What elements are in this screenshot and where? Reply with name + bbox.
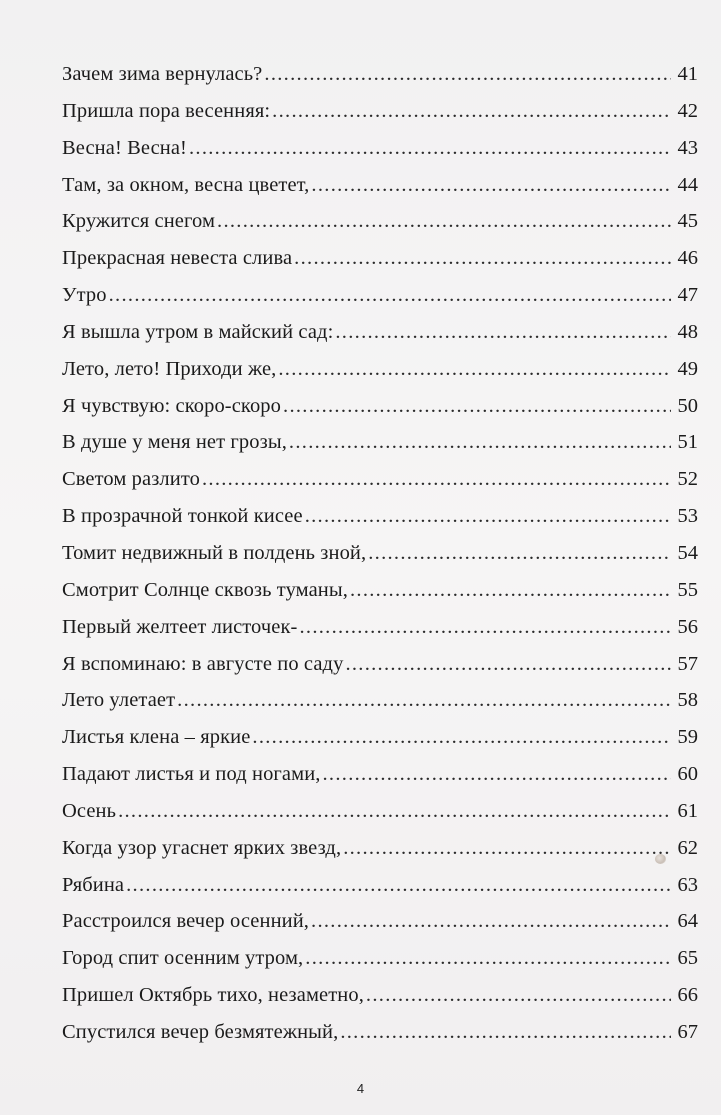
toc-entry-page: 64 [677, 910, 698, 933]
toc-entry-title: Пришел Октябрь тихо, незаметно, [62, 984, 364, 1007]
toc-entry [62, 314, 698, 351]
toc-entry-title: Смотрит Солнце сквозь туманы, [62, 578, 348, 601]
toc-entry [62, 351, 698, 388]
toc-entry-title: Утро [62, 284, 107, 307]
toc-entry-page: 49 [677, 357, 698, 380]
toc-entry-page: 58 [677, 689, 698, 712]
toc-dot-leader [345, 646, 671, 683]
toc-entry-page: 57 [677, 652, 698, 675]
toc-entry [62, 940, 698, 977]
toc-entry [62, 424, 698, 461]
toc-dot-leader [323, 756, 672, 793]
toc-entry [62, 609, 698, 646]
toc-entry [62, 130, 698, 167]
table-of-contents [62, 56, 698, 1051]
toc-entry-page: 60 [677, 763, 698, 786]
toc-entry-title: Я вспоминаю: в августе по саду [62, 652, 344, 675]
toc-entry-title: Зачем зима вернулась? [62, 63, 263, 85]
toc-entry-page: 51 [677, 431, 698, 454]
toc-entry-page: 66 [677, 984, 698, 1007]
toc-entry-title: Прекрасная невеста слива [62, 247, 293, 270]
toc-entry [62, 903, 698, 940]
toc-entry-page: 47 [677, 284, 698, 307]
paper-smudge [655, 854, 666, 864]
toc-entry-page: 44 [677, 173, 698, 196]
toc-entry-page: 59 [677, 726, 698, 749]
toc-entry-title: В душе у меня нет грозы, [62, 431, 287, 454]
toc-entry-page: 65 [677, 947, 698, 970]
toc-dot-leader [305, 940, 671, 977]
toc-entry-title: Весна! Весна! [62, 136, 187, 159]
toc-dot-leader [343, 830, 671, 867]
toc-dot-leader [283, 388, 671, 425]
toc-entry [62, 867, 698, 904]
toc-entry [62, 756, 698, 793]
toc-dot-leader [264, 56, 671, 93]
toc-dot-leader [272, 93, 671, 130]
toc-entry [62, 572, 698, 609]
toc-entry-title: Город спит осенним утром, [62, 947, 304, 970]
toc-entry-title: В прозрачной тонкой кисее [62, 505, 303, 528]
page-number: 4 [356, 1081, 365, 1096]
toc-entry [62, 977, 698, 1014]
toc-dot-leader [202, 461, 671, 498]
toc-dot-leader [217, 203, 671, 240]
toc-entry-title: Падают листья и под ногами, [62, 763, 321, 786]
toc-dot-leader [278, 351, 671, 388]
toc-entry-page: 42 [677, 99, 698, 122]
toc-entry [62, 461, 698, 498]
toc-dot-leader [109, 277, 671, 314]
toc-dot-leader [252, 719, 671, 756]
toc-dot-leader [299, 609, 671, 646]
toc-dot-leader [311, 167, 671, 204]
toc-entry-title: Кружится снегом [62, 210, 216, 233]
toc-dot-leader [189, 130, 671, 167]
toc-entry-page: 62 [677, 836, 698, 859]
toc-dot-leader [118, 793, 671, 830]
toc-entry-page: 61 [677, 799, 698, 822]
toc-entry [62, 167, 698, 204]
toc-entry [62, 56, 698, 93]
toc-entry-title: Пришла пора весенняя: [62, 99, 271, 122]
toc-entry [62, 1014, 698, 1051]
toc-dot-leader [126, 867, 671, 904]
toc-dot-leader [335, 314, 671, 351]
toc-dot-leader [340, 1014, 671, 1051]
toc-dot-leader [368, 535, 671, 572]
toc-entry-page: 50 [677, 394, 698, 417]
toc-entry-title: Первый желтеет листочек- [62, 615, 298, 638]
toc-entry-title: Лето, лето! Приходи же, [62, 357, 277, 380]
toc-dot-leader [311, 903, 671, 940]
toc-entry [62, 793, 698, 830]
toc-entry [62, 535, 698, 572]
toc-entry-title: Спустился вечер безмятежный, [62, 1020, 339, 1043]
toc-entry-title: Там, за окном, весна цветет, [62, 173, 310, 196]
toc-entry-page: 48 [677, 320, 698, 343]
toc-entry [62, 682, 698, 719]
toc-entry-title: Лето улетает [62, 689, 176, 712]
toc-entry-page: 55 [677, 578, 698, 601]
toc-entry-page: 45 [677, 210, 698, 233]
toc-entry-title: Я вышла утром в майский сад: [62, 320, 334, 343]
toc-entry-title: Осень [62, 799, 117, 822]
toc-entry-title: Рябина [62, 873, 125, 896]
toc-dot-leader [294, 240, 671, 277]
toc-entry [62, 388, 698, 425]
toc-entry-title: Томит недвижный в полдень зной, [62, 541, 367, 564]
toc-entry-page: 43 [677, 136, 698, 159]
toc-entry-page: 63 [677, 873, 698, 896]
toc-entry-title: Когда узор угаснет ярких звезд, [62, 836, 342, 859]
toc-dot-leader [289, 424, 671, 461]
toc-entry [62, 498, 698, 535]
toc-entry-page: 67 [677, 1020, 698, 1043]
toc-entry [62, 203, 698, 240]
toc-dot-leader [177, 682, 671, 719]
toc-entry-page: 54 [677, 541, 698, 564]
toc-entry [62, 719, 698, 756]
toc-entry-title: Расстроился вечер осенний, [62, 910, 310, 933]
toc-entry-page: 52 [677, 468, 698, 491]
toc-entry [62, 240, 698, 277]
toc-entry-title: Светом разлито [62, 468, 200, 491]
toc-dot-leader [350, 572, 671, 609]
toc-entry-page: 46 [677, 247, 698, 270]
toc-entry [62, 646, 698, 683]
toc-entry-title: Я чувствую: скоро-скоро [62, 394, 282, 417]
toc-entry [62, 93, 698, 130]
toc-entry [62, 277, 698, 314]
toc-dot-leader [366, 977, 671, 1014]
toc-entry-page: 41 [677, 63, 698, 85]
toc-entry-title: Листья клена – яркие [62, 726, 251, 749]
toc-dot-leader [305, 498, 671, 535]
toc-entry-page: 56 [677, 615, 698, 638]
toc-entry-page: 53 [677, 505, 698, 528]
toc-entry [62, 830, 698, 867]
